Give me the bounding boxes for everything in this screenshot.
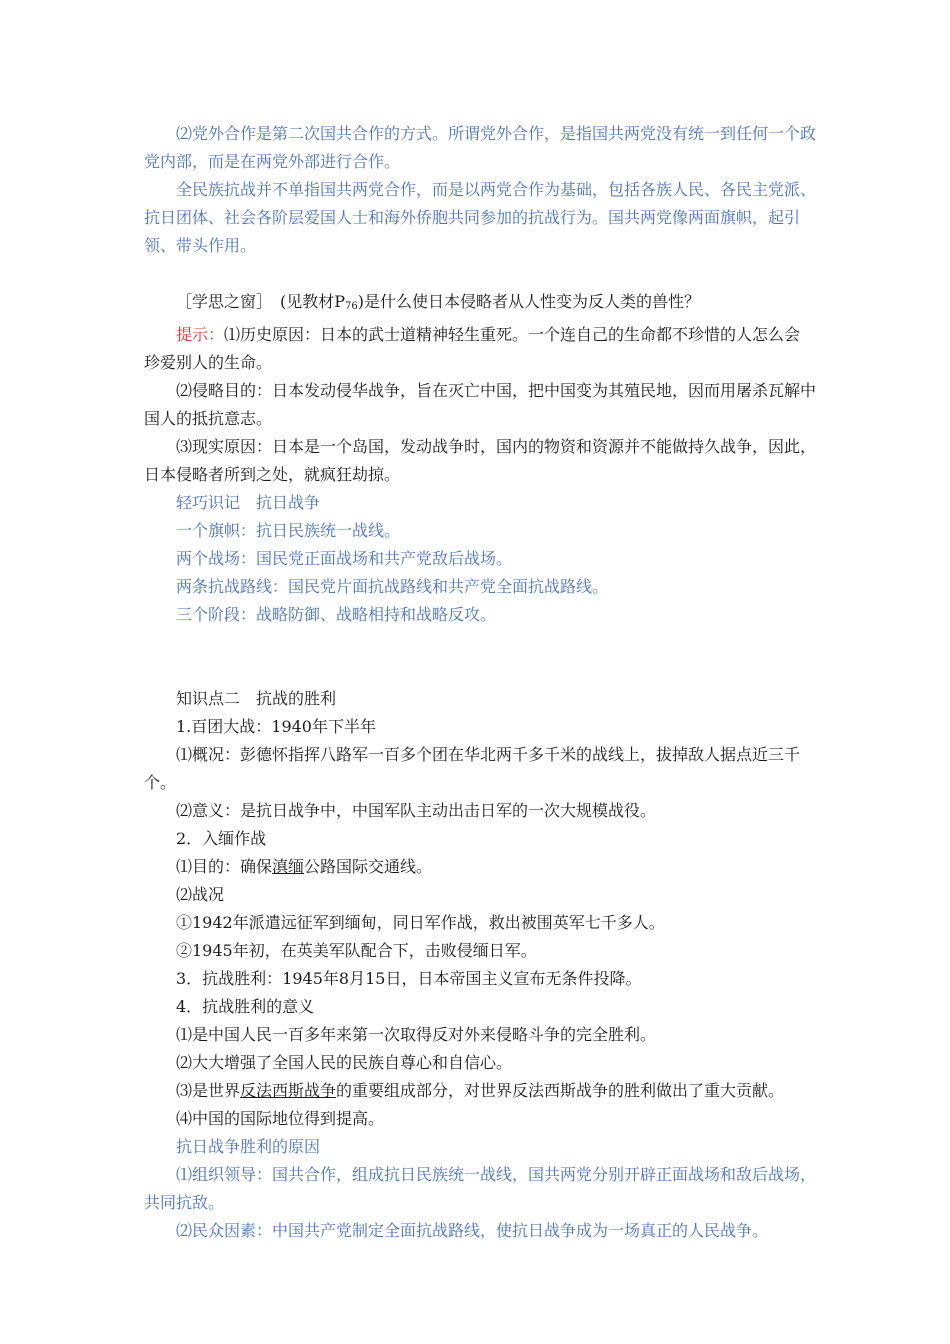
hundred-regiments-overview: ⑴概况：彭德怀指挥八路军一百多个团在华北两千多千米的战线上，拔掉敌人据点近三千个。 [144, 745, 801, 792]
hint-label: 提示： [176, 325, 225, 344]
hundred-regiments-significance: ⑵意义：是抗日战争中，中国军队主动出击日军的一次大规模战役。 [176, 801, 657, 820]
victory-reason-item: ⑴组织领导：国共合作，组成抗日民族统一战线，国共两党分别开辟正面战场和敌后战场，共同抗敌。 [144, 1165, 817, 1212]
hint-answer-2: ⑵侵略目的：日本发动侵华战争，旨在灭亡中国，把中国变为其殖民地，因而用屠杀瓦解中国人的抵抗意志。 [144, 381, 817, 428]
burma-campaign-heading: 2．入缅作战 [176, 829, 267, 848]
burma-situation-item: ②1945年初，在英美军队配合下，击败侵缅日军。 [176, 941, 537, 960]
hundred-regiments-heading: 1.百团大战：1940年下半年 [176, 717, 376, 736]
victory-reason-item: ⑵民众因素：中国共产党制定全面抗战路线，使抗日战争成为一场真正的人民战争。 [176, 1221, 769, 1240]
hint-answer-1: 提示：⑴历史原因：日本的武士道精神轻生重死。一个连自己的生命都不珍惜的人怎么会珍爱别人的生命。 [144, 325, 801, 372]
document-content [144, 120, 816, 1245]
xuesi-question: ［学思之窗］ (见教材$P_{76}$)是什么使日本侵略者从人性变为反人类的兽性？ [176, 292, 700, 312]
significance-item: ⑷中国的国际地位得到提高。 [176, 1109, 385, 1128]
knowledge-point-2-title: 知识点二 抗战的胜利 [176, 689, 337, 708]
hint-answer-3: ⑶现实原因：日本是一个岛国，发动战争时，国内的物资和资源并不能做持久战争，因此，日本侵略者所到之处，就疯狂劫掠。 [144, 437, 817, 484]
significance-item: ⑴是中国人民一百多年来第一次取得反对外来侵略斗争的完全胜利。 [176, 1025, 657, 1044]
memo-item: 一个旗帜：抗日民族统一战线。 [176, 521, 401, 540]
victory-reasons-title: 抗日战争胜利的原因 [176, 1137, 321, 1156]
significance-item: ⑶是世界反法西斯战争的重要组成部分，对世界反法西斯战争的胜利做出了重大贡献。 [176, 1081, 785, 1100]
national-resistance-paragraph: 全民族抗战并不单指国共两党合作，而是以两党合作为基础，包括各族人民、各民主党派、抗日团体、社会各阶层爱国人士和海外侨胞共同参加的抗战行为。国共两党像两面旗帜，起引领、带头作用。 [144, 180, 817, 255]
memo-item: 两条抗战路线：国民党片面抗战路线和共产党全面抗战路线。 [176, 577, 609, 596]
party-external-cooperation-paragraph: ⑵党外合作是第二次国共合作的方式。所谓党外合作，是指国共两党没有统一到任何一个政党内部，而是在两党外部进行合作。 [144, 124, 817, 171]
significance-item: ⑵大大增强了全国人民的民族自尊心和自信心。 [176, 1053, 513, 1072]
victory-date: 3．抗战胜利：1945年8月15日，日本帝国主义宣布无条件投降。 [176, 969, 642, 988]
memo-item: 三个阶段：战略防御、战略相持和战略反攻。 [176, 605, 497, 624]
victory-significance-heading: 4．抗战胜利的意义 [176, 997, 315, 1016]
memo-title: 轻巧识记 抗日战争 [176, 493, 321, 512]
burma-campaign-purpose: ⑴目的：确保滇缅公路国际交通线。 [176, 857, 433, 876]
burma-campaign-situation: ⑵战况 [176, 885, 225, 904]
memo-item: 两个战场：国民党正面战场和共产党敌后战场。 [176, 549, 513, 568]
burma-situation-item: ①1942年派遣远征军到缅甸，同日军作战，救出被围英军七千多人。 [176, 913, 665, 932]
